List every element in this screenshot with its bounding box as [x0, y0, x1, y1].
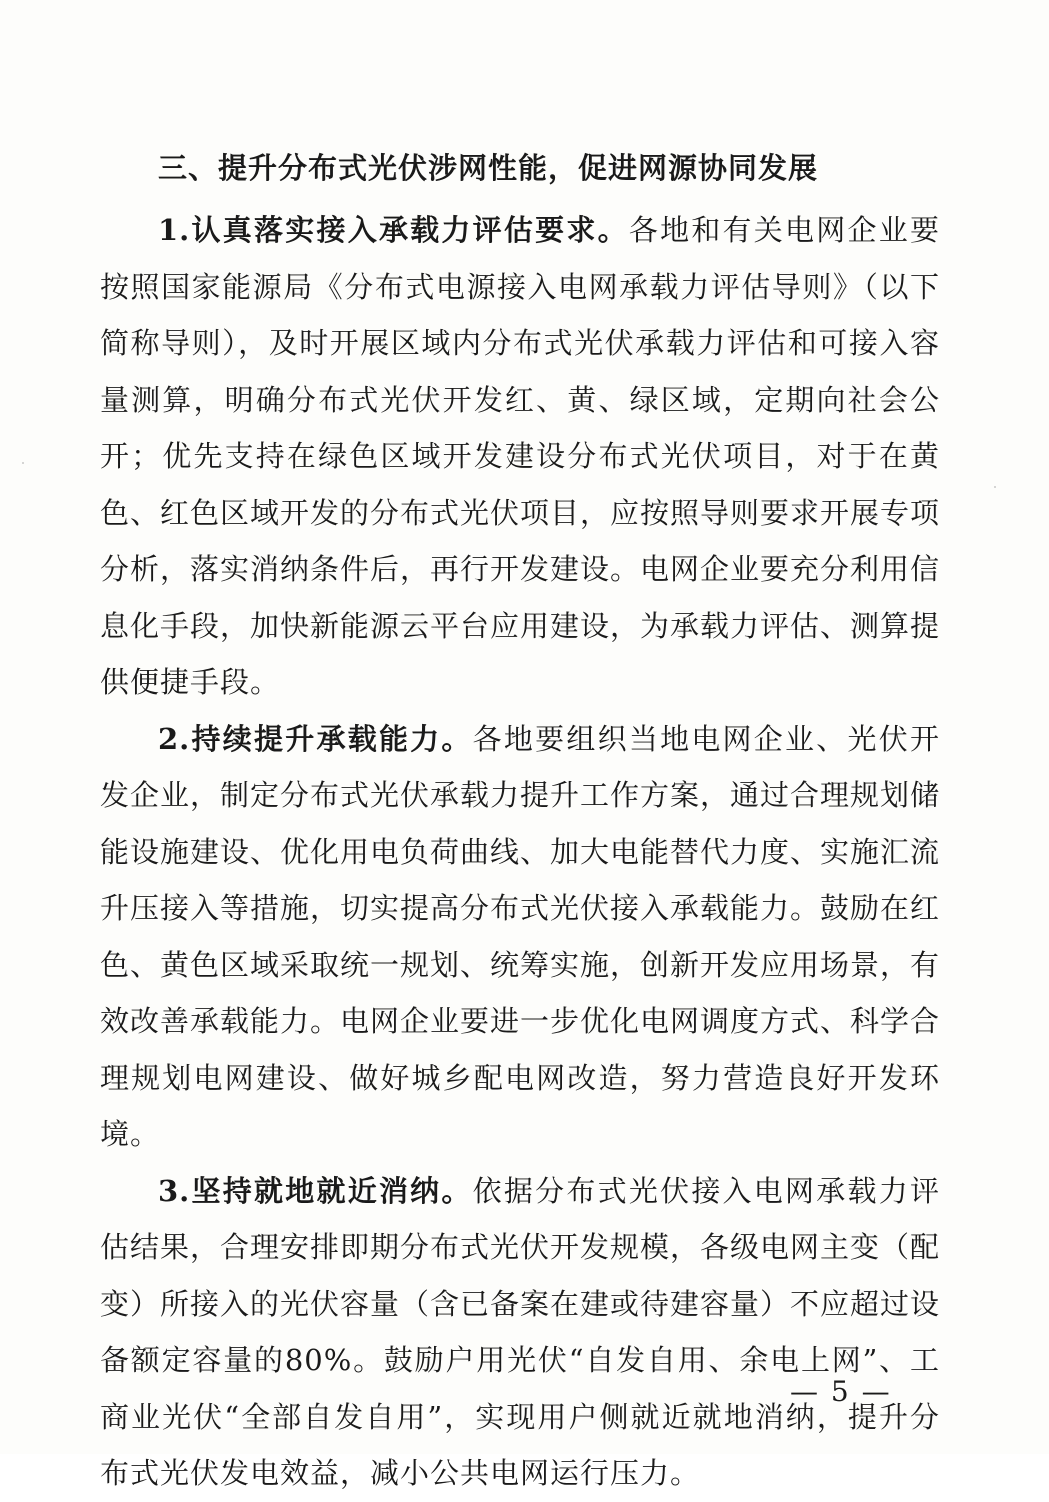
document-body	[100, 140, 940, 1502]
paragraph-2-lead: 2.持续提升承载能力。	[158, 721, 473, 756]
paragraph-2-body: 各地要组织当地电网企业、光伏开发企业，制定分布式光伏承载力提升工作方案，通过合理规划储能设施建设、优化用电负荷曲线、加大电能替代力度、实施汇流升压接入等措施，切实提高分布式光伏接入承载能力。鼓励在红色、黄色区域采取统一规划、统筹实施，创新开发应用场景，有效改善承载能力。电网企业要进一步优化电网调度方式、科学合理规划电网建设、做好城乡配电网改造，努力营造良好开发环境。	[100, 721, 941, 1151]
scan-speck	[994, 486, 996, 488]
paragraph-1-body: 各地和有关电网企业要按照国家能源局《分布式电源接入电网承载力评估导则》（以下简称导则），及时开展区域内分布式光伏承载力评估和可接入容量测算，明确分布式光伏开发红、黄、绿区域，定期向社会公开；优先支持在绿色区域开发建设分布式光伏项目，对于在黄色、红色区域开发的分布式光伏项目，应按照导则要求开展专项分析，落实消纳条件后，再行开发建设。电网企业要充分利用信息化手段，加快新能源云平台应用建设，为承载力评估、测算提供便捷手段。	[100, 213, 941, 699]
paragraph-1-lead: 1.认真落实接入承载力评估要求。	[158, 213, 629, 247]
paragraph-3	[100, 1163, 940, 1502]
page-number: — 5 —	[790, 1375, 892, 1408]
paragraph-2	[100, 711, 940, 1163]
paragraph-1	[100, 202, 940, 711]
paragraph-3-lead: 3.坚持就地就近消纳。	[158, 1173, 473, 1208]
scan-speck	[22, 462, 24, 464]
section-heading: 三、提升分布式光伏涉网性能，促进网源协同发展	[158, 151, 819, 185]
paragraph-3-body: 依据分布式光伏接入电网承载力评估结果，合理安排即期分布式光伏开发规模，各级电网主变（配变）所接入的光伏容量（含已备案在建或待建容量）不应超过设备额定容量的80%。鼓励户用光伏“自发自用、余电上网”、工商业光伏“全部自发自用”，实现用户侧就近就地消纳，提升分布式光伏发电效益，减小公共电网运行压力。	[100, 1173, 941, 1490]
